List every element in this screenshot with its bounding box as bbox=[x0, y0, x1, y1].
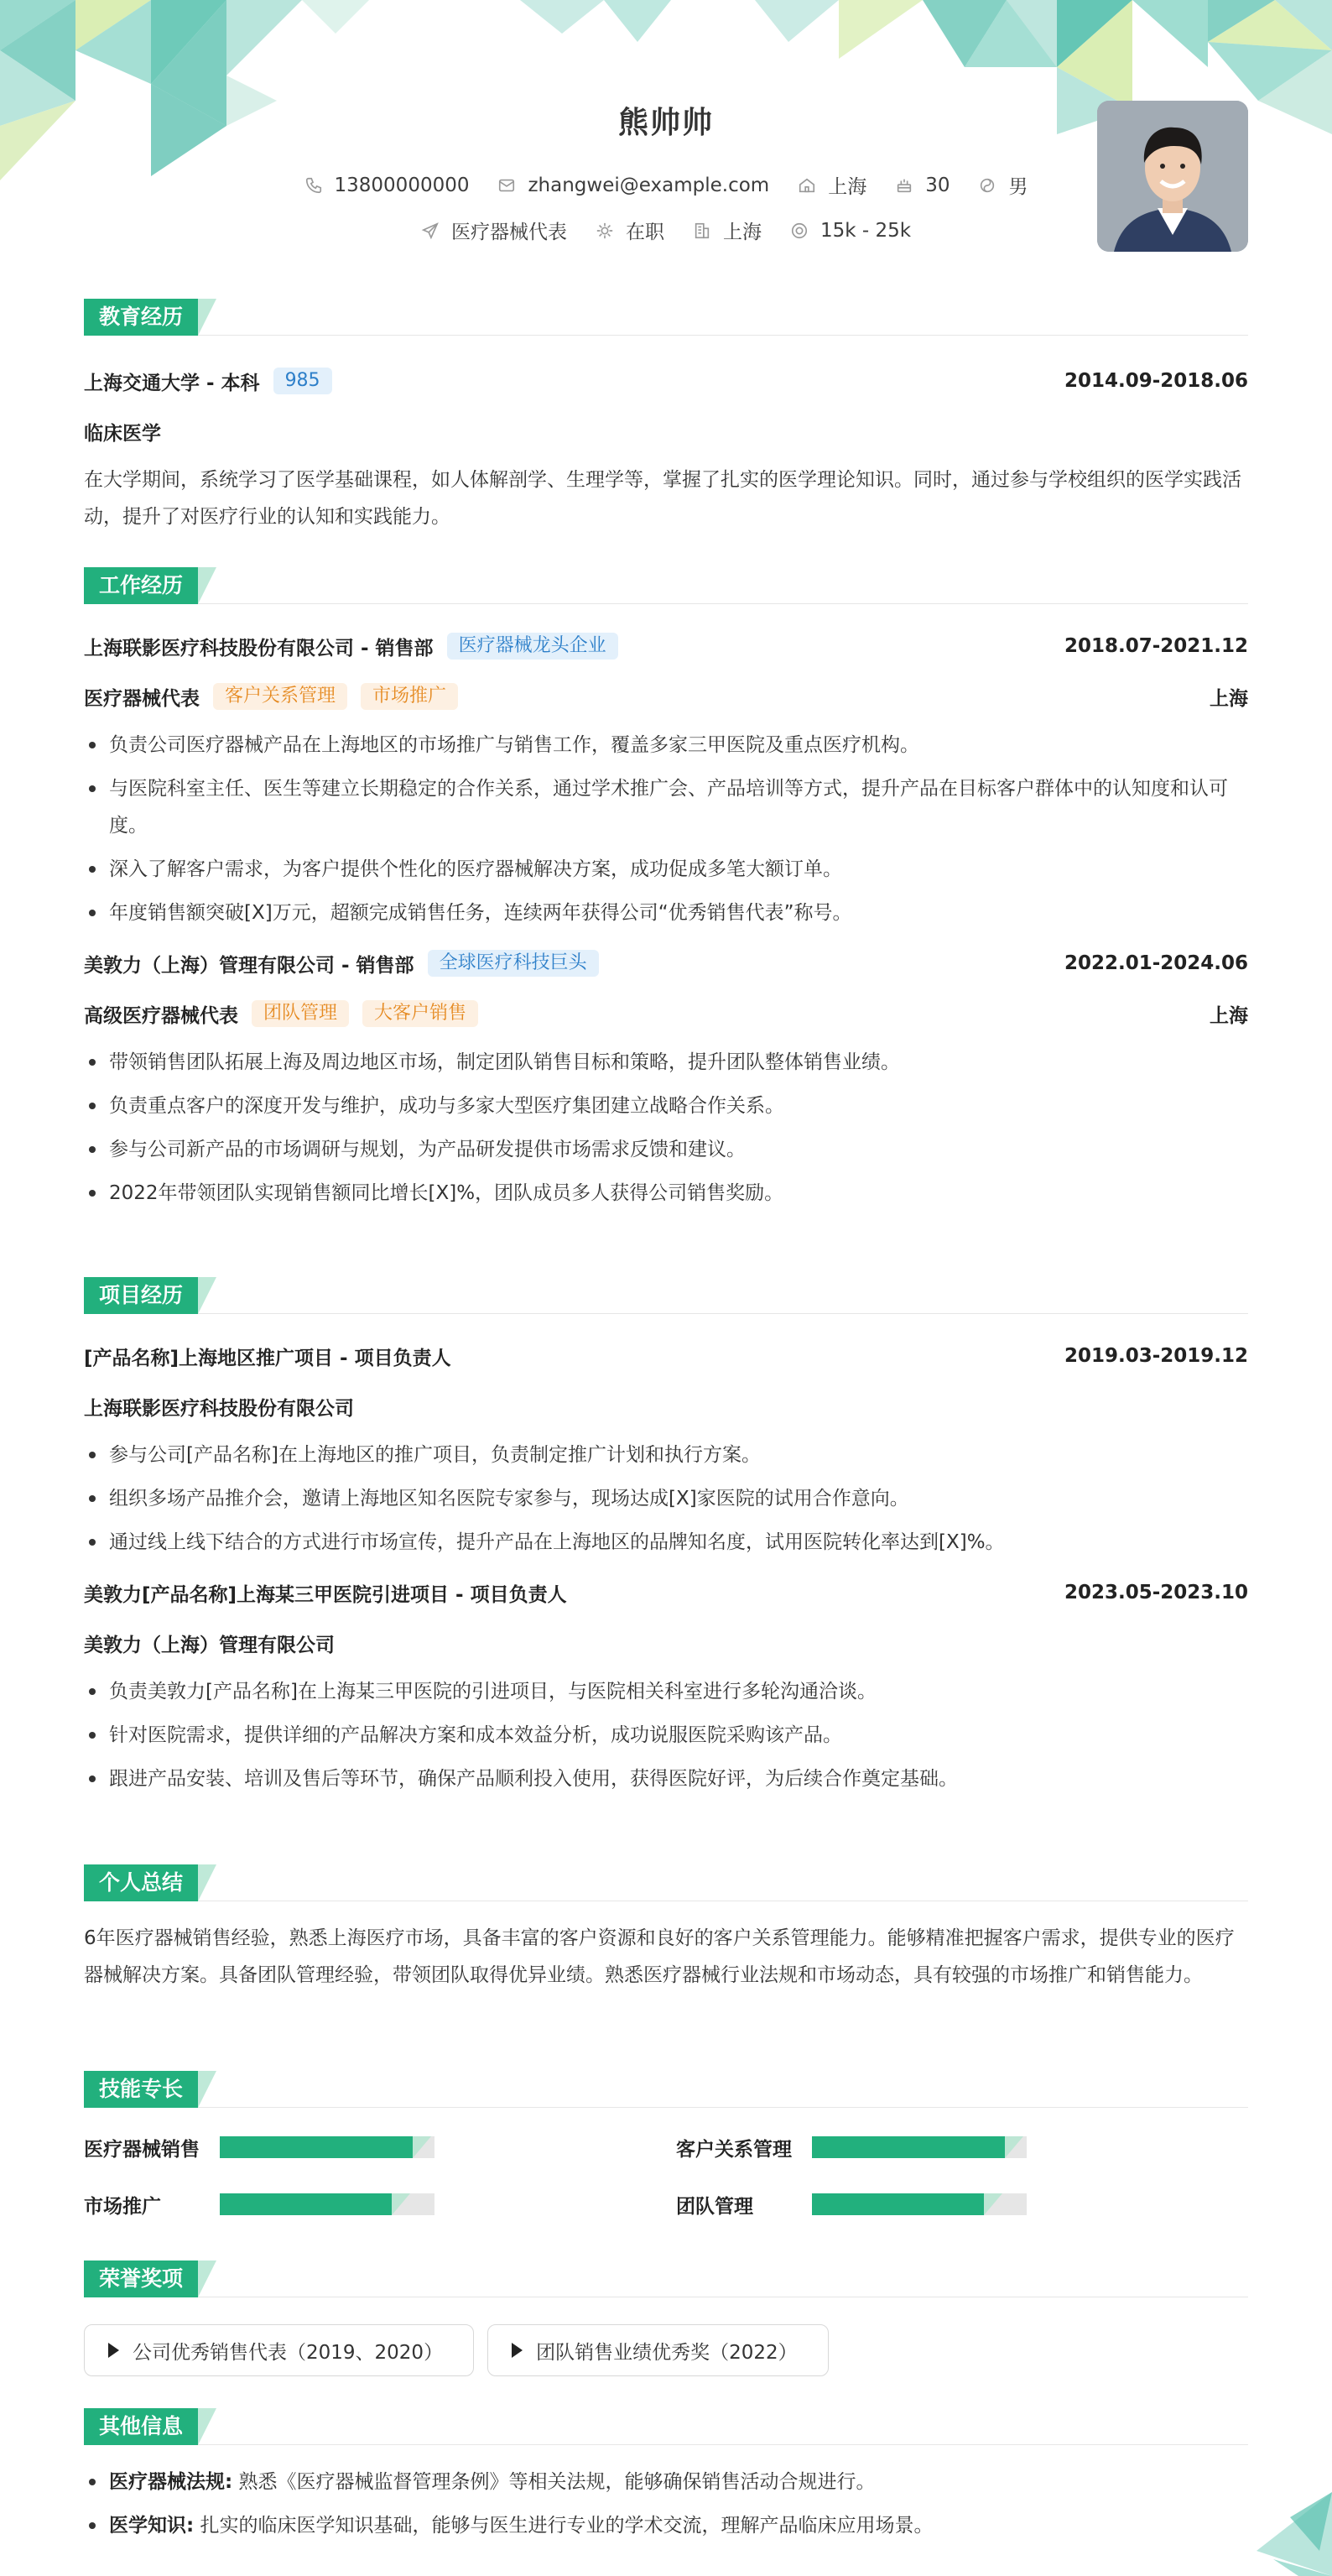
list-item: 负责美敦力[产品名称]在上海某三甲医院的引进项目，与医院相关科室进行多轮沟通洽谈。 bbox=[84, 1673, 1248, 1710]
mail-icon bbox=[497, 176, 516, 195]
list-item: 跟进产品安装、培训及售后等环节，确保产品顺利投入使用，获得医院好评，为后续合作奠定基础。 bbox=[84, 1760, 1248, 1797]
project-name: 美敦力[产品名称]上海某三甲医院引进项目 - 项目负责人 bbox=[84, 1583, 567, 1606]
target-city-item bbox=[693, 216, 762, 244]
awards-section bbox=[84, 2261, 1248, 2376]
cake-icon bbox=[895, 176, 913, 195]
age-text: 30 bbox=[925, 174, 950, 196]
skill-bar bbox=[812, 2136, 1027, 2158]
other-label: 医学知识: bbox=[109, 2515, 195, 2537]
education-section bbox=[84, 299, 1248, 535]
section-title: 工作经历 bbox=[84, 567, 198, 604]
school-line: 上海交通大学 - 本科 bbox=[84, 372, 260, 394]
list-item: 深入了解客户需求，为客户提供个性化的医疗器械解决方案，成功促成多笔大额订单。 bbox=[84, 851, 1248, 888]
salary-item bbox=[790, 220, 911, 242]
project-line bbox=[84, 1567, 1248, 1618]
major: 临床医学 bbox=[84, 422, 161, 445]
project-name: [产品名称]上海地区推广项目 - 项目负责人 bbox=[84, 1347, 451, 1369]
candidate-name: 熊帅帅 bbox=[617, 106, 714, 140]
section-title: 荣誉奖项 bbox=[84, 2261, 198, 2297]
salary-text: 15k - 25k bbox=[819, 219, 912, 242]
role-tag: 市场推广 bbox=[361, 683, 458, 710]
award-text: 公司优秀销售代表（2019、2020） bbox=[133, 2341, 444, 2364]
email-item bbox=[497, 175, 769, 196]
phone-icon bbox=[304, 176, 323, 195]
phone-text: 13800000000 bbox=[334, 174, 470, 196]
project-org-line bbox=[84, 1618, 1248, 1668]
company-tag: 医疗器械龙头企业 bbox=[447, 633, 618, 660]
job-entry bbox=[84, 938, 1248, 1212]
city-text: 上海 bbox=[828, 176, 867, 198]
education-date: 2014.09-2018.06 bbox=[1064, 370, 1248, 392]
section-header bbox=[84, 1864, 1248, 1901]
list-item: 年度销售额突破[X]万元，超额完成销售任务，连续两年获得公司“优秀销售代表”称号。 bbox=[84, 894, 1248, 931]
skill-name: 客户关系管理 bbox=[676, 2138, 792, 2161]
job-date: 2018.07-2021.12 bbox=[1064, 635, 1248, 657]
list-item: 组织多场产品推介会，邀请上海地区知名医院专家参与，现场达成[X]家医院的试用合作意向。 bbox=[84, 1480, 1248, 1517]
job-bullets bbox=[84, 727, 1248, 931]
company-tag: 全球医疗科技巨头 bbox=[428, 950, 599, 977]
skills-grid bbox=[84, 2130, 1248, 2222]
education-entry bbox=[84, 356, 1248, 406]
project-bullets bbox=[84, 1437, 1248, 1561]
building-icon bbox=[693, 222, 711, 240]
project-bullets bbox=[84, 1673, 1248, 1797]
project-line bbox=[84, 1331, 1248, 1381]
age-item bbox=[895, 175, 950, 196]
skill-bar bbox=[220, 2136, 434, 2158]
section-title: 个人总结 bbox=[84, 1864, 198, 1901]
coin-icon bbox=[790, 222, 809, 240]
company-name: 上海联影医疗科技股份有限公司 - 销售部 bbox=[84, 637, 434, 660]
major-line bbox=[84, 406, 1248, 456]
skill-item bbox=[676, 2130, 1248, 2165]
section-header bbox=[84, 567, 1248, 604]
skill-item bbox=[84, 2187, 676, 2222]
gender-text: 男 bbox=[1008, 176, 1028, 198]
award-item bbox=[487, 2324, 829, 2376]
list-item: 带领销售团队拓展上海及周边地区市场，制定团队销售目标和策略，提升团队整体销售业绩。 bbox=[84, 1044, 1248, 1081]
other-text: 熟悉《医疗器械监督管理条例》等相关法规，能够确保销售活动合规进行。 bbox=[238, 2471, 876, 2493]
role-tag: 大客户销售 bbox=[362, 1000, 478, 1027]
play-icon bbox=[512, 2343, 523, 2358]
other-label: 医疗器械法规: bbox=[109, 2471, 233, 2493]
skill-item bbox=[84, 2130, 676, 2165]
section-title: 技能专长 bbox=[84, 2071, 198, 2108]
avatar bbox=[1097, 101, 1248, 252]
skills-section bbox=[84, 2071, 1248, 2222]
job-role: 医疗器械代表 bbox=[84, 687, 200, 710]
projects-section bbox=[84, 1277, 1248, 1804]
section-header bbox=[84, 2408, 1248, 2445]
section-header bbox=[84, 299, 1248, 336]
list-item bbox=[84, 2507, 1248, 2544]
section-header bbox=[84, 2261, 1248, 2297]
section-header bbox=[84, 2071, 1248, 2108]
job-date: 2022.01-2024.06 bbox=[1064, 952, 1248, 974]
target-city-text: 上海 bbox=[722, 222, 762, 243]
project-org: 上海联影医疗科技股份有限公司 bbox=[84, 1397, 354, 1420]
skill-fill bbox=[812, 2193, 984, 2215]
section-title: 教育经历 bbox=[84, 299, 198, 336]
project-org: 美敦力（上海）管理有限公司 bbox=[84, 1634, 335, 1656]
city-item bbox=[798, 171, 866, 199]
job-bullets bbox=[84, 1044, 1248, 1212]
job-entry bbox=[84, 621, 1248, 931]
email-text: zhangwei@example.com bbox=[528, 174, 770, 196]
school-tag: 985 bbox=[273, 368, 332, 394]
award-text: 团队销售业绩优秀奖（2022） bbox=[536, 2341, 798, 2364]
company-line bbox=[84, 621, 1248, 671]
summary-section bbox=[84, 1864, 1248, 1994]
play-icon bbox=[108, 2343, 119, 2358]
skill-bar bbox=[220, 2193, 434, 2215]
job-role: 高级医疗器械代表 bbox=[84, 1004, 238, 1027]
job-location: 上海 bbox=[1210, 1004, 1248, 1027]
skill-fill bbox=[220, 2136, 413, 2158]
list-item: 负责公司医疗器械产品在上海地区的市场推广与销售工作，覆盖多家三甲医院及重点医疗机构。 bbox=[84, 727, 1248, 764]
education-description: 在大学期间，系统学习了医学基础课程，如人体解剖学、生理学等，掌握了扎实的医学理论知识。同时，通过参与学校组织的医学实践活动，提升了对医疗行业的认知和实践能力。 bbox=[84, 469, 1241, 528]
work-section bbox=[84, 567, 1248, 1218]
list-item bbox=[84, 2464, 1248, 2500]
position-text: 医疗器械代表 bbox=[450, 222, 567, 243]
list-item: 2022年带领团队实现销售额同比增长[X]%，团队成员多人获得公司销售奖励。 bbox=[84, 1175, 1248, 1212]
project-entry bbox=[84, 1331, 1248, 1561]
project-date: 2023.05-2023.10 bbox=[1064, 1582, 1248, 1603]
skill-name: 团队管理 bbox=[676, 2195, 753, 2218]
section-title: 项目经历 bbox=[84, 1277, 198, 1314]
section-header bbox=[84, 1277, 1248, 1314]
other-section bbox=[84, 2408, 1248, 2551]
role-line bbox=[84, 671, 1248, 722]
skill-bar bbox=[812, 2193, 1027, 2215]
status-text: 在职 bbox=[625, 222, 664, 243]
home-icon bbox=[798, 176, 816, 195]
list-item: 负责重点客户的深度开发与维护，成功与多家大型医疗集团建立战略合作关系。 bbox=[84, 1087, 1248, 1124]
awards-list bbox=[84, 2324, 1248, 2376]
skill-item bbox=[676, 2187, 1248, 2222]
summary-text: 6年医疗器械销售经验，熟悉上海医疗市场，具备丰富的客户资源和良好的客户关系管理能力。能够精准把握客户需求，提供专业的医疗器械解决方案。具备团队管理经验，带领团队取得优异业绩。熟悉医疗器械行业法规和市场动态，具有较强的市场推广和销售能力。 bbox=[84, 1927, 1235, 1986]
role-tag: 客户关系管理 bbox=[213, 683, 347, 710]
gender-item bbox=[978, 171, 1028, 199]
other-list bbox=[84, 2464, 1248, 2544]
list-item: 通过线上线下结合的方式进行市场宣传，提升产品在上海地区的品牌知名度，试用医院转化率达到[X]%。 bbox=[84, 1524, 1248, 1561]
skill-name: 市场推广 bbox=[84, 2195, 161, 2218]
award-item bbox=[84, 2324, 474, 2376]
role-tag: 团队管理 bbox=[252, 1000, 349, 1027]
list-item: 针对医院需求，提供详细的产品解决方案和成本效益分析，成功说服医院采购该产品。 bbox=[84, 1717, 1248, 1754]
skill-fill bbox=[220, 2193, 392, 2215]
list-item: 与医院科室主任、医生等建立长期稳定的合作关系，通过学术推广会、产品培训等方式，提升产品在目标客户群体中的认知度和认可度。 bbox=[84, 770, 1248, 844]
project-entry bbox=[84, 1567, 1248, 1797]
company-line bbox=[84, 938, 1248, 988]
skill-name: 医疗器械销售 bbox=[84, 2138, 200, 2161]
job-location: 上海 bbox=[1210, 687, 1248, 710]
role-line bbox=[84, 988, 1248, 1039]
position-item bbox=[421, 216, 567, 244]
project-date: 2019.03-2019.12 bbox=[1064, 1345, 1248, 1367]
phone-item bbox=[304, 175, 470, 196]
company-name: 美敦力（上海）管理有限公司 - 销售部 bbox=[84, 954, 414, 977]
other-text: 扎实的临床医学知识基础，能够与医生进行专业的学术交流，理解产品临床应用场景。 bbox=[200, 2515, 934, 2537]
section-title: 其他信息 bbox=[84, 2408, 198, 2445]
status-icon bbox=[596, 222, 614, 240]
list-item: 参与公司[产品名称]在上海地区的推广项目，负责制定推广计划和执行方案。 bbox=[84, 1437, 1248, 1473]
send-icon bbox=[421, 222, 440, 240]
skill-fill bbox=[812, 2136, 1005, 2158]
project-org-line bbox=[84, 1381, 1248, 1431]
list-item: 参与公司新产品的市场调研与规划，为产品研发提供市场需求反馈和建议。 bbox=[84, 1131, 1248, 1168]
gender-icon bbox=[978, 176, 996, 195]
status-item bbox=[596, 216, 664, 244]
